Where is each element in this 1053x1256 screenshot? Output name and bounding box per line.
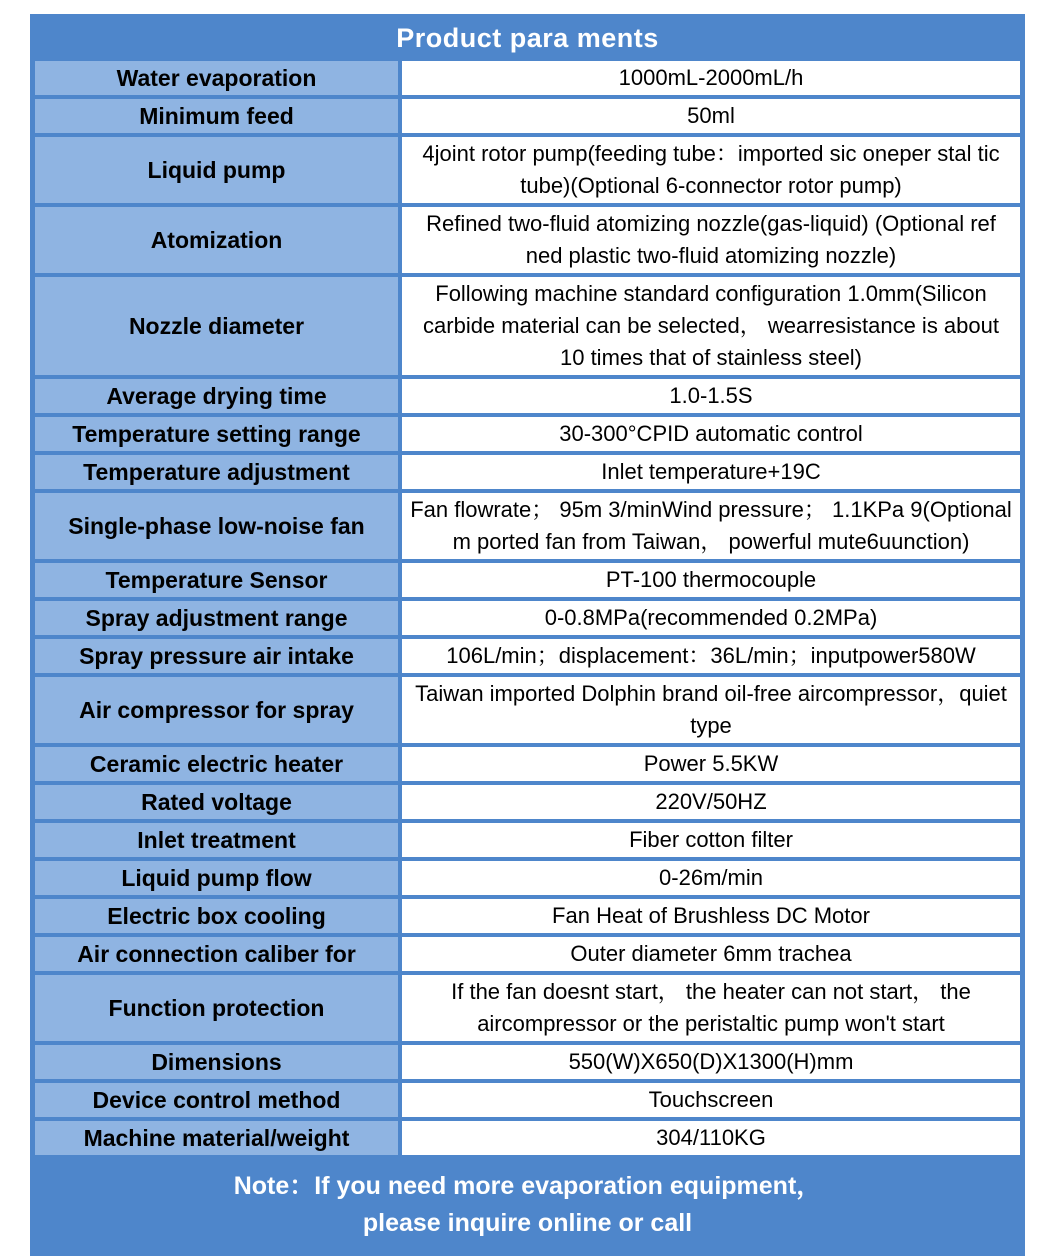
table-row bbox=[35, 899, 1020, 933]
table-row bbox=[35, 493, 1020, 559]
spec-value: Outer diameter 6mm trachea bbox=[402, 937, 1020, 971]
spec-label: Average drying time bbox=[35, 379, 398, 413]
spec-value: Refined two-fluid atomizing nozzle(gas-liquid) (Optional ref ned plastic two-fluid atomizing nozzle) bbox=[402, 207, 1020, 273]
spec-value: 1.0-1.5S bbox=[402, 379, 1020, 413]
spec-value: 220V/50HZ bbox=[402, 785, 1020, 819]
table-row bbox=[35, 861, 1020, 895]
table-row bbox=[35, 207, 1020, 273]
table-row bbox=[35, 137, 1020, 203]
spec-label: Liquid pump flow bbox=[35, 861, 398, 895]
spec-value: 550(W)X650(D)X1300(H)mm bbox=[402, 1045, 1020, 1079]
table-row bbox=[35, 61, 1020, 95]
table-row bbox=[35, 785, 1020, 819]
table-row bbox=[35, 747, 1020, 781]
spec-label: Atomization bbox=[35, 207, 398, 273]
spec-label: Single-phase low-noise fan bbox=[35, 493, 398, 559]
table-row bbox=[35, 563, 1020, 597]
spec-value: If the fan doesnt start， the heater can not start， the aircompressor or the peristaltic pump won't start bbox=[402, 975, 1020, 1041]
spec-label: Spray adjustment range bbox=[35, 601, 398, 635]
spec-value: Taiwan imported Dolphin brand oil-free aircompressor，quiet type bbox=[402, 677, 1020, 743]
spec-value: Inlet temperature+19C bbox=[402, 455, 1020, 489]
spec-label: Temperature setting range bbox=[35, 417, 398, 451]
spec-label: Machine material/weight bbox=[35, 1121, 398, 1155]
spec-label: Minimum feed bbox=[35, 99, 398, 133]
spec-label: Air connection caliber for bbox=[35, 937, 398, 971]
table-row bbox=[35, 277, 1020, 375]
spec-label: Temperature Sensor bbox=[35, 563, 398, 597]
table-row bbox=[35, 1083, 1020, 1117]
footer-note-line1: Note：If you need more evaporation equipment， bbox=[233, 1172, 822, 1200]
product-spec-table bbox=[30, 14, 1025, 1256]
table-row bbox=[35, 1045, 1020, 1079]
table-row bbox=[35, 99, 1020, 133]
spec-label: Nozzle diameter bbox=[35, 277, 398, 375]
spec-value: 0-26m/min bbox=[402, 861, 1020, 895]
table-row bbox=[35, 455, 1020, 489]
footer-note-line2: please inquire online or call bbox=[362, 1209, 693, 1237]
table-row bbox=[35, 823, 1020, 857]
spec-label: Air compressor for spray bbox=[35, 677, 398, 743]
table-row bbox=[35, 677, 1020, 743]
table-row bbox=[35, 379, 1020, 413]
spec-label: Spray pressure air intake bbox=[35, 639, 398, 673]
spec-value: 304/110KG bbox=[402, 1121, 1020, 1155]
spec-value: Fiber cotton filter bbox=[402, 823, 1020, 857]
spec-label: Function protection bbox=[35, 975, 398, 1041]
spec-value: 1000mL-2000mL/h bbox=[402, 61, 1020, 95]
spec-label: Ceramic electric heater bbox=[35, 747, 398, 781]
spec-value: 4joint rotor pump(feeding tube：imported sic oneper stal tic tube)(Optional 6-connector rotor pump) bbox=[402, 137, 1020, 203]
spec-label: Liquid pump bbox=[35, 137, 398, 203]
spec-label: Temperature adjustment bbox=[35, 455, 398, 489]
table-row bbox=[35, 975, 1020, 1041]
spec-value: Power 5.5KW bbox=[402, 747, 1020, 781]
spec-value: Fan Heat of Brushless DC Motor bbox=[402, 899, 1020, 933]
spec-value: Following machine standard configuration 1.0mm(Silicon carbide material can be selected， wearresistance is about 10 times that of stainless steel) bbox=[402, 277, 1020, 375]
table-row bbox=[35, 601, 1020, 635]
spec-value: PT-100 thermocouple bbox=[402, 563, 1020, 597]
table-row bbox=[35, 639, 1020, 673]
spec-value: Fan flowrate； 95m 3/minWind pressure； 1.1KPa 9(Optional m ported fan from Taiwan， powerful mute6uunction) bbox=[402, 493, 1020, 559]
spec-label: Rated voltage bbox=[35, 785, 398, 819]
spec-label: Inlet treatment bbox=[35, 823, 398, 857]
spec-value: 30-300°CPID automatic control bbox=[402, 417, 1020, 451]
spec-value: 50ml bbox=[402, 99, 1020, 133]
spec-value: 0-0.8MPa(recommended 0.2MPa) bbox=[402, 601, 1020, 635]
table-row bbox=[35, 937, 1020, 971]
table-row bbox=[35, 1121, 1020, 1155]
table-row bbox=[35, 417, 1020, 451]
spec-label: Device control method bbox=[35, 1083, 398, 1117]
spec-value: 106L/min；displacement：36L/min；inputpower580W bbox=[402, 639, 1020, 673]
spec-value: Touchscreen bbox=[402, 1083, 1020, 1117]
spec-label: Water evaporation bbox=[35, 61, 398, 95]
footer-note bbox=[35, 1159, 1020, 1251]
table-title: Product para ments bbox=[396, 22, 659, 53]
spec-label: Electric box cooling bbox=[35, 899, 398, 933]
spec-label: Dimensions bbox=[35, 1045, 398, 1079]
